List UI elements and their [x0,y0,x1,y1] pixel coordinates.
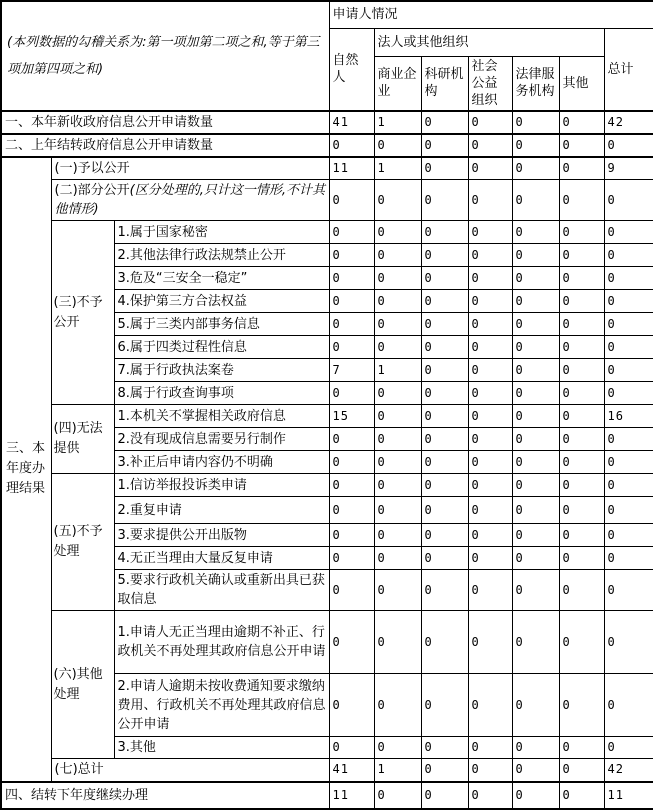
value-cell: 0 [512,359,559,382]
value-cell: 0 [559,134,604,157]
col-header-legal-or-other-org: 法人或其他组织 [374,28,604,56]
value-cell: 0 [512,497,559,524]
row-label: 2.没有现成信息需要另行制作 [114,428,329,451]
value-cell: 0 [604,674,653,737]
value-cell: 0 [604,313,653,336]
value-cell: 1 [374,111,421,134]
value-cell: 0 [329,547,374,570]
value-cell: 0 [512,134,559,157]
value-cell: 0 [329,451,374,474]
value-cell: 0 [604,221,653,244]
value-cell: 0 [421,157,468,180]
value-cell: 7 [329,359,374,382]
row-label: 1.信访举报投诉类申请 [114,474,329,497]
value-cell: 0 [604,244,653,267]
value-cell: 0 [559,157,604,180]
value-cell: 0 [374,336,421,359]
value-cell: 0 [329,737,374,759]
col-header-total: 总计 [604,28,653,111]
value-cell: 0 [512,111,559,134]
value-cell: 0 [374,244,421,267]
value-cell: 0 [329,180,374,221]
value-cell: 0 [329,134,374,157]
value-cell: 0 [374,221,421,244]
group-label-no-processing: (五)不予处理 [51,474,114,611]
row-label: 3.其他 [114,737,329,759]
value-cell: 0 [604,336,653,359]
value-cell: 0 [512,674,559,737]
value-cell: 0 [559,547,604,570]
row-section-total [1,759,653,782]
value-cell: 1 [374,157,421,180]
value-cell: 0 [559,221,604,244]
value-cell: 0 [604,611,653,674]
col-header-social-welfare-org: 社会公益组织 [468,56,512,111]
value-cell: 0 [559,524,604,547]
value-cell: 0 [559,674,604,737]
value-cell: 0 [468,290,512,313]
value-cell: 0 [421,451,468,474]
row-label: (一)予以公开 [51,157,329,180]
value-cell: 0 [468,157,512,180]
value-cell: 0 [374,524,421,547]
value-cell: 0 [559,111,604,134]
row-label: 3.要求提供公开出版物 [114,524,329,547]
value-cell: 0 [468,524,512,547]
value-cell: 9 [604,157,653,180]
row-carry-to-next-year [1,782,653,809]
value-cell: 0 [468,547,512,570]
value-cell: 0 [329,313,374,336]
value-cell: 0 [559,474,604,497]
value-cell: 0 [374,782,421,809]
value-cell: 0 [512,405,559,428]
row-label: 四、结转下年度继续办理 [1,782,329,809]
value-cell: 0 [468,428,512,451]
value-cell: 41 [329,759,374,782]
value-cell: 0 [329,674,374,737]
value-cell: 0 [374,674,421,737]
row-label: 3.补正后申请内容仍不明确 [114,451,329,474]
value-cell: 0 [374,267,421,290]
row-label: 8.属于行政查询事项 [114,382,329,405]
value-cell: 0 [468,336,512,359]
value-cell: 0 [421,111,468,134]
value-cell: 0 [468,759,512,782]
value-cell: 0 [559,737,604,759]
row-label: 6.属于四类过程性信息 [114,336,329,359]
value-cell: 0 [374,570,421,611]
value-cell: 0 [329,221,374,244]
row-label: 4.保护第三方合法权益 [114,290,329,313]
value-cell: 0 [374,611,421,674]
row-label: 3.危及“三安全一稳定” [114,267,329,290]
value-cell: 0 [421,570,468,611]
row-new-applications [1,111,653,134]
row-label: 7.属于行政执法案卷 [114,359,329,382]
value-cell: 0 [468,674,512,737]
value-cell: 0 [512,244,559,267]
value-cell: 0 [421,336,468,359]
value-cell: 0 [468,782,512,809]
value-cell: 0 [559,782,604,809]
value-cell: 0 [604,451,653,474]
value-cell: 0 [512,524,559,547]
reconciliation-note: (本列数据的勾稽关系为:第一项加第二项之和,等于第三项加第四项之和) [1,1,329,111]
value-cell: 0 [604,497,653,524]
value-cell: 0 [421,405,468,428]
value-cell: 0 [468,737,512,759]
value-cell: 0 [512,336,559,359]
value-cell: 0 [512,737,559,759]
value-cell: 0 [421,134,468,157]
row-granted-disclosure [1,157,653,180]
value-cell: 0 [421,737,468,759]
value-cell: 0 [468,497,512,524]
value-cell: 0 [329,611,374,674]
row-carried-over-applications [1,134,653,157]
value-cell: 0 [374,405,421,428]
value-cell: 0 [512,782,559,809]
value-cell: 0 [559,267,604,290]
value-cell: 0 [374,290,421,313]
value-cell: 0 [559,336,604,359]
row-label: 1.属于国家秘密 [114,221,329,244]
row-partial-disclosure [1,180,653,221]
header-row-1 [1,1,653,28]
value-cell: 0 [329,497,374,524]
value-cell: 42 [604,111,653,134]
col-header-other-org: 其他 [559,56,604,111]
row-label: 1.申请人无正当理由逾期不补正、行政机关不再处理其政府信息公开申请 [114,611,329,674]
value-cell: 0 [512,290,559,313]
value-cell: 0 [559,451,604,474]
value-cell: 0 [512,180,559,221]
value-cell: 0 [468,382,512,405]
row-label: 二、上年结转政府信息公开申请数量 [1,134,329,157]
col-header-applicant-situation: 申请人情况 [329,1,653,28]
value-cell: 0 [421,221,468,244]
value-cell: 0 [468,474,512,497]
value-cell: 0 [604,547,653,570]
col-header-research-institution: 科研机构 [421,56,468,111]
col-header-natural-person: 自然人 [329,28,374,111]
value-cell: 0 [559,405,604,428]
value-cell: 0 [468,611,512,674]
value-cell: 0 [468,451,512,474]
row-label: 1.本机关不掌握相关政府信息 [114,405,329,428]
value-cell: 0 [559,428,604,451]
value-cell: 0 [329,524,374,547]
value-cell: 0 [374,497,421,524]
row-petition-complaint [1,474,653,497]
value-cell: 0 [512,451,559,474]
value-cell: 0 [421,759,468,782]
value-cell: 0 [374,382,421,405]
value-cell: 0 [468,221,512,244]
row-label: 2.其他法律行政法规禁止公开 [114,244,329,267]
row-label-main: (二)部分公开 [54,183,130,198]
value-cell: 15 [329,405,374,428]
value-cell: 0 [559,244,604,267]
row-label: 5.属于三类内部事务信息 [114,313,329,336]
value-cell: 0 [374,180,421,221]
value-cell: 0 [604,570,653,611]
value-cell: 0 [421,428,468,451]
value-cell: 0 [512,382,559,405]
value-cell: 0 [421,497,468,524]
value-cell: 0 [421,180,468,221]
value-cell: 0 [329,244,374,267]
value-cell: 0 [512,267,559,290]
value-cell: 0 [374,737,421,759]
value-cell: 0 [468,313,512,336]
value-cell: 0 [512,221,559,244]
col-header-legal-service-org: 法律服务机构 [512,56,559,111]
value-cell: 0 [421,674,468,737]
row-info-not-held [1,405,653,428]
value-cell: 0 [421,313,468,336]
value-cell: 0 [421,267,468,290]
value-cell: 0 [374,451,421,474]
value-cell: 0 [329,267,374,290]
value-cell: 0 [559,497,604,524]
value-cell: 1 [374,759,421,782]
value-cell: 0 [559,570,604,611]
value-cell: 0 [421,547,468,570]
value-cell: 0 [468,111,512,134]
row-state-secret [1,221,653,244]
value-cell: 0 [329,570,374,611]
value-cell: 0 [559,611,604,674]
col-header-commercial-enterprise: 商业企业 [374,56,421,111]
section-label-annual-results: 三、本年度办理结果 [1,157,51,782]
value-cell: 0 [374,134,421,157]
value-cell: 0 [559,290,604,313]
value-cell: 0 [604,524,653,547]
value-cell: 0 [421,782,468,809]
value-cell: 0 [421,359,468,382]
value-cell: 1 [374,359,421,382]
value-cell: 0 [559,313,604,336]
value-cell: 0 [559,359,604,382]
group-label-other-processing: (六)其他处理 [51,611,114,759]
row-label: 2.申请人逾期未按收费通知要求缴纳费用、行政机关不再处理其政府信息公开申请 [114,674,329,737]
value-cell: 0 [421,290,468,313]
value-cell: 0 [421,382,468,405]
value-cell: 0 [329,474,374,497]
value-cell: 42 [604,759,653,782]
value-cell: 0 [468,570,512,611]
value-cell: 11 [329,782,374,809]
row-label: 一、本年新收政府信息公开申请数量 [1,111,329,134]
value-cell: 0 [604,359,653,382]
value-cell: 0 [604,134,653,157]
value-cell: 0 [421,474,468,497]
value-cell: 0 [512,570,559,611]
value-cell: 0 [374,428,421,451]
row-overdue-no-correction [1,611,653,674]
value-cell: 0 [604,290,653,313]
value-cell: 0 [468,359,512,382]
value-cell: 0 [329,428,374,451]
row-label: 4.无正当理由大量反复申请 [114,547,329,570]
value-cell: 0 [468,267,512,290]
group-label-refusal: (三)不予公开 [51,221,114,405]
value-cell: 0 [468,405,512,428]
row-label-note: (区分处理的,只计这一情形,不计其他情形) [54,183,325,217]
value-cell: 0 [604,180,653,221]
value-cell: 0 [468,180,512,221]
value-cell: 0 [329,382,374,405]
value-cell: 0 [604,267,653,290]
row-label: 5.要求行政机关确认或重新出具已获取信息 [114,570,329,611]
value-cell: 0 [512,474,559,497]
value-cell: 41 [329,111,374,134]
value-cell: 0 [374,313,421,336]
value-cell: 0 [604,474,653,497]
value-cell: 0 [468,244,512,267]
row-label: (七)总计 [51,759,329,782]
value-cell: 11 [604,782,653,809]
value-cell: 0 [604,737,653,759]
value-cell: 0 [604,382,653,405]
value-cell: 0 [559,180,604,221]
value-cell: 0 [374,474,421,497]
value-cell: 0 [512,157,559,180]
row-label [51,180,329,221]
value-cell: 16 [604,405,653,428]
value-cell: 0 [559,382,604,405]
value-cell: 0 [329,336,374,359]
value-cell: 0 [512,428,559,451]
value-cell: 0 [512,547,559,570]
value-cell: 0 [512,611,559,674]
value-cell: 0 [559,759,604,782]
value-cell: 0 [512,313,559,336]
value-cell: 11 [329,157,374,180]
value-cell: 0 [421,524,468,547]
value-cell: 0 [512,759,559,782]
group-label-unable-to-provide: (四)无法提供 [51,405,114,474]
value-cell: 0 [468,134,512,157]
value-cell: 0 [421,611,468,674]
value-cell: 0 [604,428,653,451]
value-cell: 0 [329,290,374,313]
row-label: 2.重复申请 [114,497,329,524]
value-cell: 0 [421,244,468,267]
value-cell: 0 [374,547,421,570]
